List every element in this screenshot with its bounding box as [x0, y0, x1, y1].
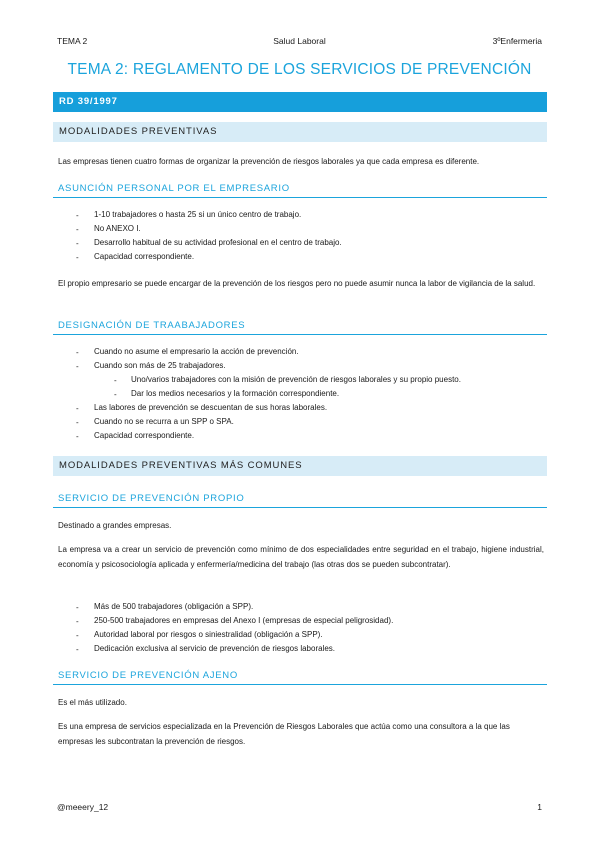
- propio-paragraph-1: Destinado a grandes empresas.: [58, 521, 172, 530]
- bullet-marker: -: [76, 631, 79, 640]
- sub-list-item: Uno/varios trabajadores con la misión de prevención de riesgos laborales y su propio puesto.: [131, 375, 461, 384]
- bullet-marker: -: [76, 225, 79, 234]
- list-item: 250-500 trabajadores en empresas del Anexo I (empresas de especial peligrosidad).: [94, 616, 394, 625]
- subheading-underline: [53, 334, 547, 335]
- bullet-marker: -: [76, 239, 79, 248]
- bullet-marker: -: [114, 390, 117, 399]
- asuncion-note-paragraph: El propio empresario se puede encargar de la prevención de los riesgos pero no puede asumir nunca la labor de vigilancia de la salud.: [58, 279, 536, 288]
- page-number: 1: [537, 802, 542, 812]
- section-heading-comunes: MODALIDADES PREVENTIVAS MÁS COMUNES: [53, 456, 547, 476]
- list-item: Cuando no asume el empresario la acción de prevención.: [94, 347, 299, 356]
- bullet-marker: -: [76, 211, 79, 220]
- list-item: 1-10 trabajadores o hasta 25 si un único centro de trabajo.: [94, 210, 302, 219]
- ajeno-paragraph-1: Es el más utilizado.: [58, 698, 127, 707]
- propio-paragraph-2: La empresa va a crear un servicio de prevención como mínimo de dos especialidades entre seguridad en el trabajo, higiene industrial, economía y psicosociología aplicada y enfermería/medicina del trabajo (las otras dos se pueden subcontratar).: [58, 545, 544, 569]
- sub-list-item: Dar los medios necesarios y la formación correspondiente.: [131, 389, 340, 398]
- rd-heading-bar: RD 39/1997: [53, 92, 547, 112]
- bullet-marker: -: [76, 418, 79, 427]
- subheading-ajeno: SERVICIO DE PREVENCIÓN AJENO: [58, 670, 238, 681]
- subheading-underline: [53, 197, 547, 198]
- list-item: Autoridad laboral por riesgos o siniestralidad (obligación a SPP).: [94, 630, 323, 639]
- list-item: Cuando no se recurra a un SPP o SPA.: [94, 417, 234, 426]
- subheading-underline: [53, 684, 547, 685]
- bullet-marker: -: [76, 617, 79, 626]
- subheading-propio: SERVICIO DE PREVENCIÓN PROPIO: [58, 493, 245, 504]
- bullet-marker: -: [76, 362, 79, 371]
- list-item: Desarrollo habitual de su actividad profesional en el centro de trabajo.: [94, 238, 342, 247]
- list-item: Capacidad correspondiente.: [94, 431, 195, 440]
- subheading-underline: [53, 507, 547, 508]
- list-item: No ANEXO I.: [94, 224, 141, 233]
- subheading-designacion: DESIGNACIÓN DE TRAABAJADORES: [58, 320, 246, 331]
- page-title: TEMA 2: REGLAMENTO DE LOS SERVICIOS DE PREVENCIÓN: [67, 61, 532, 78]
- ajeno-paragraph-2: Es una empresa de servicios especializada en la Prevención de Riesgos Laborales que actúa como una consultora a la que las empresas les subcontratan la prevención de riesgos.: [58, 722, 510, 746]
- bullet-marker: -: [76, 404, 79, 413]
- bullet-marker: -: [76, 348, 79, 357]
- bullet-marker: -: [76, 253, 79, 262]
- list-item: Capacidad correspondiente.: [94, 252, 195, 261]
- bullet-marker: -: [76, 432, 79, 441]
- list-item: Las labores de prevención se descuentan de sus horas laborales.: [94, 403, 328, 412]
- bullet-marker: -: [76, 645, 79, 654]
- header-course: 3ºEnfermeria: [492, 36, 542, 46]
- intro-paragraph: Las empresas tienen cuatro formas de organizar la prevención de riesgos laborales ya que cada empresa es diferente.: [58, 157, 480, 166]
- section-heading-modalidades: MODALIDADES PREVENTIVAS: [53, 122, 547, 142]
- list-item: Cuando son más de 25 trabajadores.: [94, 361, 226, 370]
- header-subject: Salud Laboral: [273, 36, 326, 46]
- header-topic: TEMA 2: [57, 36, 88, 46]
- list-item: Dedicación exclusiva al servicio de prevención de riesgos laborales.: [94, 644, 336, 653]
- bullet-marker: -: [114, 376, 117, 385]
- bullet-marker: -: [76, 603, 79, 612]
- subheading-asuncion: ASUNCIÓN PERSONAL POR EL EMPRESARIO: [58, 183, 290, 194]
- list-item: Más de 500 trabajadores (obligación a SPP).: [94, 602, 254, 611]
- footer-author: @meeery_12: [57, 802, 109, 812]
